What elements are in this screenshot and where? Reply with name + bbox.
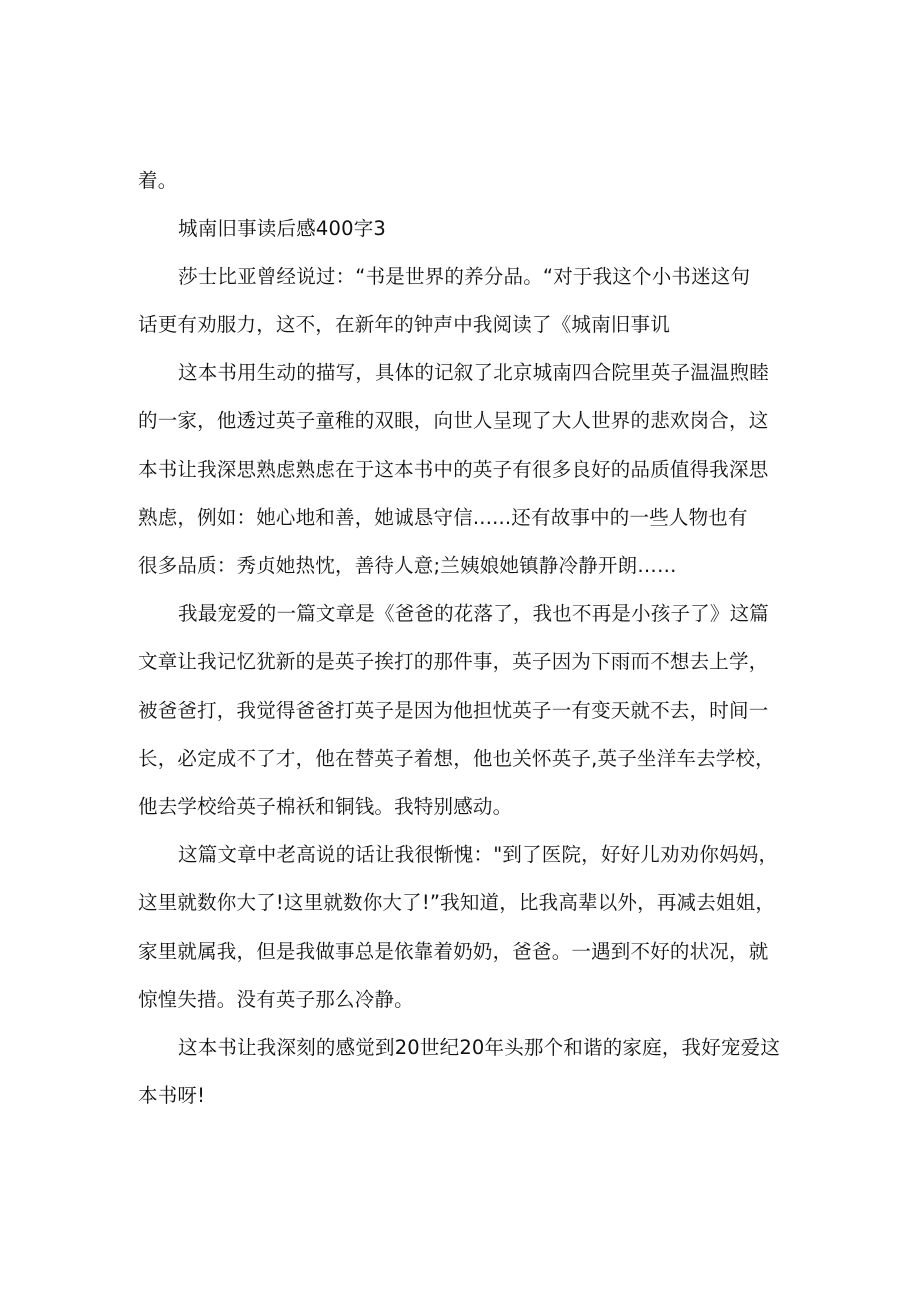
paragraph-line: 着。 [138, 169, 178, 192]
paragraph-line: 话更有劝服力，这不，在新年的钟声中我阅读了《城南旧事讥 [138, 313, 670, 336]
paragraph-line: 他去学校给英子棉袄和铜钱。我特别感动。 [138, 795, 513, 818]
paragraph-line: 我最宠爱的一篇文章是《爸爸的花落了，我也不再是小孩子了》这篇 [178, 602, 770, 625]
paragraph-line: 这篇文章中老高说的话让我很惭愧："到了医院，好好儿劝劝你妈妈， [178, 843, 779, 866]
paragraph-line: 文章让我记忆犹新的是英子挨打的那件事，英子因为下雨而不想去上学， [138, 650, 769, 673]
paragraph-line: 惊惶失措。没有英子那么冷静。 [138, 988, 414, 1011]
paragraph-line: 这里就数你大了!这里就数你大了!”我知道，比我高辈以外，再减去姐姐， [138, 891, 776, 914]
paragraph-line: 熟虑，例如：她心地和善，她诚恳守信......还有故事中的一些人物也有 [138, 506, 748, 529]
paragraph-line: 本书呀! [138, 1084, 206, 1107]
paragraph-line: 很多品质：秀贞她热忱，善待人意;兰姨娘她镇静冷静开朗…… [138, 554, 677, 577]
paragraph-line: 被爸爸打，我觉得爸爸打英子是因为他担忧英子一有变天就不去，时间一 [138, 699, 769, 722]
paragraph-line: 长，必定成不了才，他在替英子着想，他也关怀英子,英子坐洋车去学校， [138, 747, 775, 770]
paragraph-line: 家里就属我，但是我做事总是依靠着奶奶，爸爸。一遇到不好的状况，就 [138, 940, 769, 963]
paragraph-line: 这本书让我深刻的感觉到20世纪20年头那个和谐的家庭，我好宠爱这 [178, 1036, 781, 1059]
section-heading: 城南旧事读后感400字3 [178, 217, 387, 240]
paragraph-line: 莎士比亚曾经说过：“书是世界的养分品。“对于我这个小书迷这句 [178, 265, 751, 288]
paragraph-line: 的一家，他透过英子童稚的双眼，向世人呈现了大人世界的悲欢岗合，这 [138, 409, 769, 432]
paragraph-line: 这本书用生动的描写，具体的记叙了北京城南四合院里英子温温煦睦 [178, 361, 770, 384]
paragraph-line: 本书让我深思熟虑熟虑在于这本书中的英子有很多良好的品质值得我深思 [138, 458, 769, 481]
